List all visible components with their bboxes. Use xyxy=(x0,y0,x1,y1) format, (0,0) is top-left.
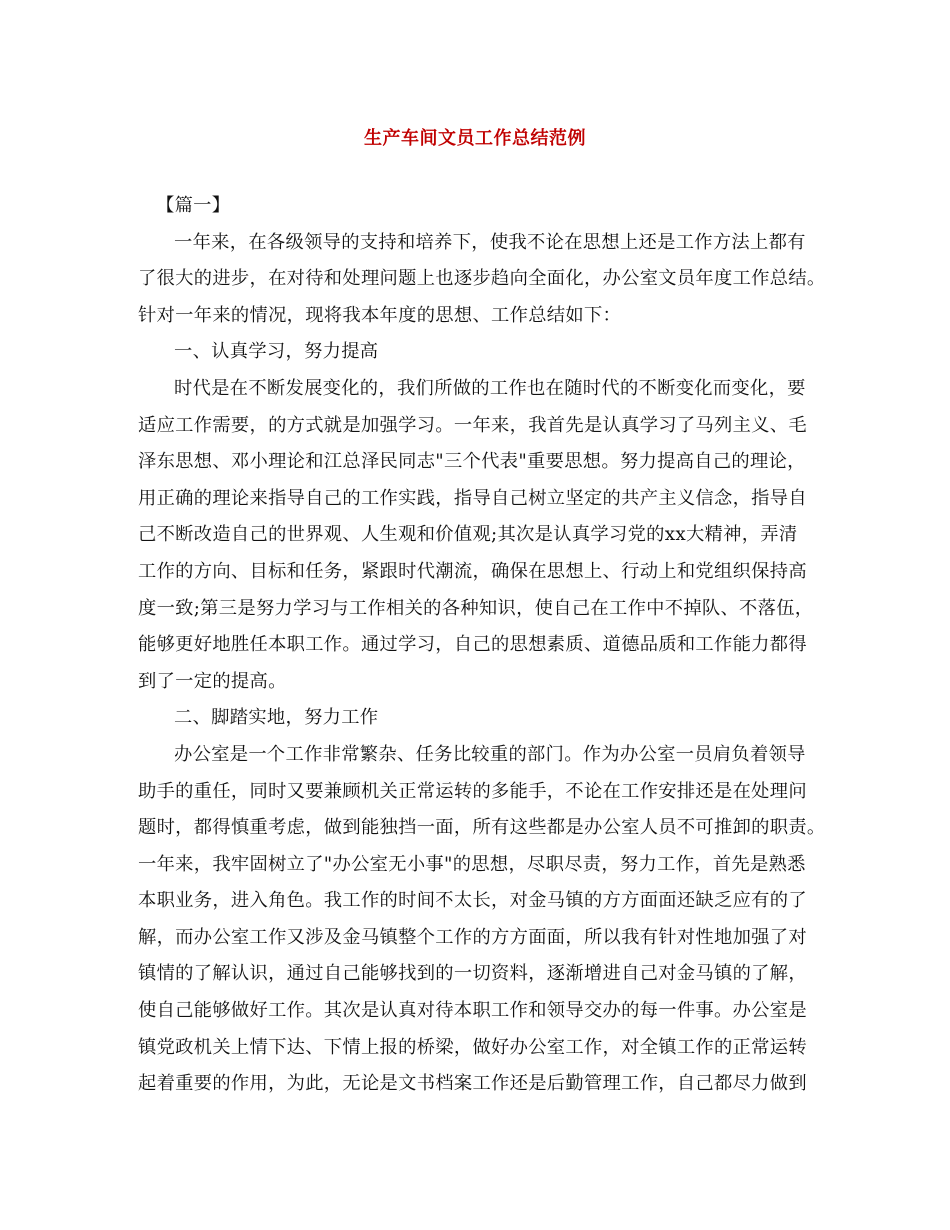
paragraph-line: 用正确的理论来指导自己的工作实践，指导自己树立坚定的共产主义信念，指导自 xyxy=(138,487,807,509)
paragraph-line: 使自己能够做好工作。其次是认真对待本职工作和领导交办的每一件事。办公室是 xyxy=(138,1000,807,1022)
paragraph-line: 时代是在不断发展变化的，我们所做的工作也在随时代的不断变化而变化，要 xyxy=(174,377,806,399)
paragraph-line: 助手的重任，同时又要兼顾机关正常运转的多能手，不论在工作安排还是在处理问 xyxy=(138,780,807,802)
section-label: 【篇一】 xyxy=(156,195,231,216)
paragraph-line: 针对一年来的情况，现将我本年度的思想、工作总结如下： xyxy=(138,304,622,326)
paragraph-line: 起着重要的作用，为此，无论是文书档案工作还是后勤管理工作，自己都尽力做到 xyxy=(138,1073,807,1095)
document-title: 生产车间文员工作总结范例 xyxy=(364,128,586,149)
paragraph-line: 本职业务，进入角色。我工作的时间不太长，对金马镇的方方面面还缺乏应有的了 xyxy=(138,890,807,912)
paragraph-line: 镇情的了解认识，通过自己能够找到的一切资料，逐渐增进自己对金马镇的了解， xyxy=(138,963,807,985)
paragraph-line: 解，而办公室工作又涉及金马镇整个工作的方方面面，所以我有针对性地加强了对 xyxy=(138,926,807,948)
paragraph-line: 适应工作需要，的方式就是加强学习。一年来，我首先是认真学习了马列主义、毛 xyxy=(138,414,807,436)
paragraph-line: 己不断改造自己的世界观、人生观和价值观;其次是认真学习党的xx大精神，弄清 xyxy=(138,524,798,546)
section-heading: 二、脚踏实地，努力工作 xyxy=(174,707,379,729)
paragraph-line: 度一致;第三是努力学习与工作相关的各种知识，使自己在工作中不掉队、不落伍， xyxy=(138,597,814,619)
paragraph-line: 镇党政机关上情下达、下情上报的桥梁，做好办公室工作，对全镇工作的正常运转 xyxy=(138,1036,807,1058)
paragraph-line: 泽东思想、邓小理论和江总泽民同志"三个代表"重要思想。努力提高自己的理论， xyxy=(138,451,806,473)
paragraph-line: 了很大的进步，在对待和处理问题上也逐步趋向全面化，办公室文员年度工作总结。 xyxy=(138,268,826,290)
paragraph-line: 一年来，我牢固树立了"办公室无小事"的思想，尽职尽责，努力工作，首先是熟悉 xyxy=(138,853,806,875)
paragraph-line: 一年来，在各级领导的支持和培养下，使我不论在思想上还是工作方法上都有 xyxy=(174,231,806,253)
paragraph-line: 办公室是一个工作非常繁杂、任务比较重的部门。作为办公室一员肩负着领导 xyxy=(174,743,806,765)
document-body xyxy=(138,188,828,1103)
paragraph-line: 能够更好地胜任本职工作。通过学习，自己的思想素质、道德品质和工作能力都得 xyxy=(138,634,807,656)
paragraph-line: 工作的方向、目标和任务，紧跟时代潮流，确保在思想上、行动上和党组织保持高 xyxy=(138,560,807,582)
paragraph-line: 题时，都得慎重考虑，做到能独挡一面，所有这些都是办公室人员不可推卸的职责。 xyxy=(138,817,826,839)
paragraph-line: 到了一定的提高。 xyxy=(138,670,287,692)
section-heading: 一、认真学习，努力提高 xyxy=(174,341,379,363)
